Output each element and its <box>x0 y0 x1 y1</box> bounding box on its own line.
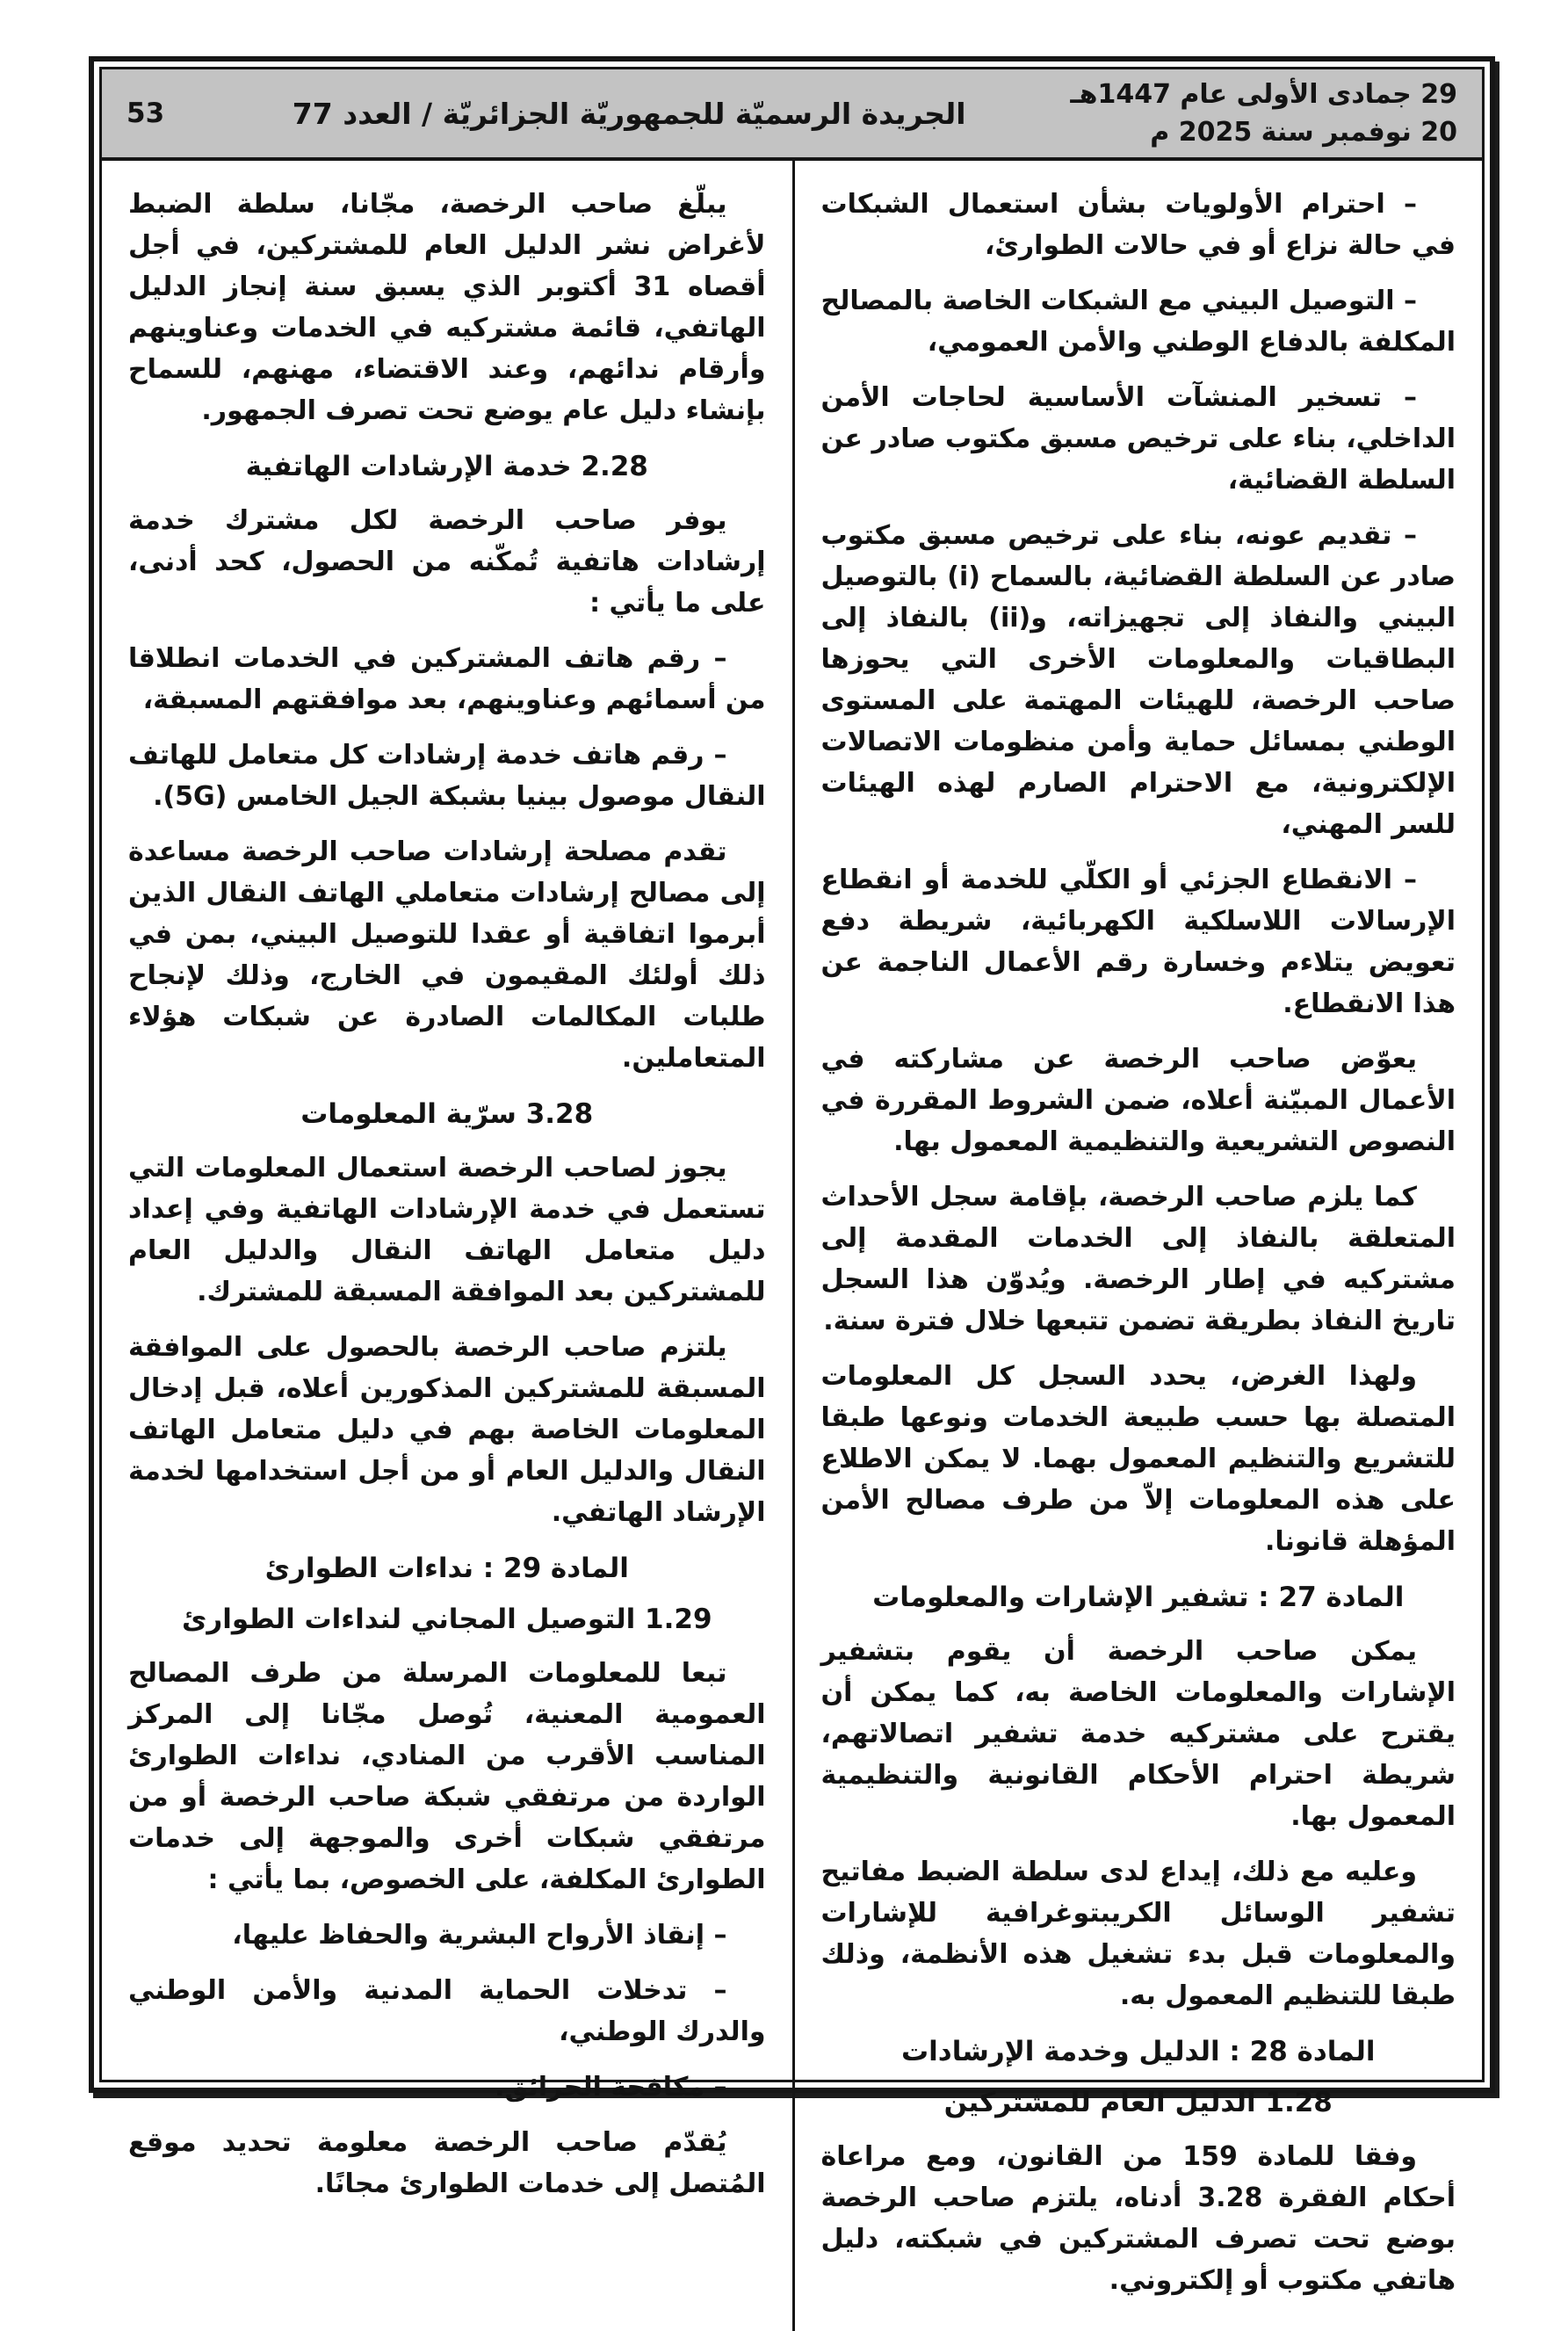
paragraph: يلتزم صاحب الرخصة بالحصول على الموافقة المسبقة للمشتركين المذكورين أعلاه، قبل إدخال المعلومات الخاصة بهم في دليل متعامل الهاتف النقال والدليل العام أو من أجل استخدامها لخدمة الإرشاد الهاتفي. <box>128 1332 766 1528</box>
paragraph: – مكافحة الحرائق. <box>495 2072 727 2103</box>
page-body <box>102 161 1482 2331</box>
page-number: 53 <box>126 98 165 129</box>
section-heading: 2.28 خدمة الإرشادات الهاتفية <box>245 451 648 482</box>
section-heading: 1.29 التوصيل المجاني لنداءات الطوارئ <box>181 1603 712 1635</box>
paragraph: – رقم هاتف خدمة إرشادات كل متعامل للهاتف النقال موصول بينيا بشبكة الجيل الخامس (5G). <box>128 740 766 812</box>
paragraph: يعوّض صاحب الرخصة عن مشاركته في الأعمال المبيّنة أعلاه، ضمن الشروط المقررة في النصوص التشريعية والتنظيمية المعمول بها. <box>820 1044 1456 1157</box>
paragraph: يمكن صاحب الرخصة أن يقوم بتشفير الإشارات والمعلومات الخاصة به، كما يمكن أن يقترح على مشتركيه خدمة تشفير اتصالاتهم، شريطة احترام الأحكام القانونية والتنظيمية المعمول بها. <box>820 1636 1456 1832</box>
date-hijri: 29 جمادى الأولى عام 1447هـ <box>1070 78 1457 110</box>
paragraph: – رقم هاتف المشتركين في الخدمات انطلاقا من أسمائهم وعناوينهم، بعد موافقتهم المسبقة، <box>128 643 766 715</box>
paragraph: كما يلزم صاحب الرخصة، بإقامة سجل الأحداث المتعلقة بالنفاذ إلى الخدمات المقدمة إلى مشتركيه في إطار الرخصة. ويُدوّن هذا السجل تاريخ النفاذ بطريقة تضمن تتبعها خلال فترة سنة. <box>820 1182 1456 1336</box>
paragraph: – التوصيل البيني مع الشبكات الخاصة بالمصالح المكلفة بالدفاع الوطني والأمن العمومي، <box>820 286 1456 358</box>
journal-title: الجريدة الرسميّة للجمهوريّة الجزائريّة / العدد 77 <box>292 96 966 131</box>
paragraph: يوفر صاحب الرخصة لكل مشترك خدمة إرشادات هاتفية تُمكّنه من الحصول، كحد أدنى، على ما يأتي : <box>128 505 766 619</box>
paragraph: يبلّغ صاحب الرخصة، مجّانا، سلطة الضبط لأغراض نشر الدليل العام للمشتركين، في أجل أقصاه 31 أكتوبر الذي يسبق سنة إنجاز الدليل الهاتفي، قائمة مشتركيه في الخدمات وعناوينهم وأرقام ندائهم، وعند الاقتضاء، مهنهم، للسماح بإنشاء دليل عام يوضع تحت تصرف الجمهور. <box>128 189 766 426</box>
section-heading: 1.28 الدليل العام للمشتركين <box>943 2087 1333 2118</box>
paragraph: تبعا للمعلومات المرسلة من طرف المصالح العمومية المعنية، تُوصل مجّانا إلى المركز المناسب الأقرب من المنادي، نداءات الطوارئ الواردة من مرتفقي شبكة صاحب الرخصة أو من مرتفقي شبكات أخرى والموجهة إلى خدمات الطوارئ المكلفة، على الخصوص، بما يأتي : <box>128 1658 766 1895</box>
paragraph: – الانقطاع الجزئي أو الكلّي للخدمة أو انقطاع الإرسالات اللاسلكية الكهربائية، شريطة دفع تعويض يتلاءم وخسارة رقم الأعمال الناجمة عن هذا الانقطاع. <box>820 865 1456 1019</box>
page-header <box>102 69 1482 161</box>
paragraph: – احترام الأولويات بشأن استعمال الشبكات في حالة نزاع أو في حالات الطوارئ، <box>820 189 1456 261</box>
date-gregorian: 20 نوفمبر سنة 2025 م <box>1150 117 1457 148</box>
paragraph: تقدم مصلحة إرشادات صاحب الرخصة مساعدة إلى مصالح إرشادات متعاملي الهاتف النقال الذين أبرموا اتفاقية أو عقدا للتوصيل البيني، بمن في ذلك أولئك المقيمون في الخارج، وذلك لإنجاح طلبات المكالمات الصادرة عن شبكات هؤلاء المتعاملين. <box>128 836 766 1074</box>
section-heading: المادة 28 : الدليل وخدمة الإرشادات <box>901 2036 1376 2067</box>
paragraph: – تقديم عونه، بناء على ترخيص مسبق مكتوب صادر عن السلطة القضائية، بالسماح (i) بالتوصيل البيني والنفاذ إلى تجهيزاته، و(ii) بالنفاذ إلى البطاقيات والمعلومات الأخرى التي يحوزها صاحب الرخصة، للهيئات المهتمة على المستوى الوطني بمسائل حماية وأمن منظومات الاتصالات الإلكترونية، مع الاحترام الصارم لهذه الهيئات للسر المهني، <box>820 520 1456 840</box>
paragraph: وفقا للمادة 159 من القانون، ومع مراعاة أحكام الفقرة 3.28 أدناه، يلتزم صاحب الرخصة بوضع تحت تصرف المشتركين في شبكته، دليل هاتفي مكتوب أو إلكتروني. <box>820 2141 1456 2296</box>
paragraph: – تسخير المنشآت الأساسية لحاجات الأمن الداخلي، بناء على ترخيص مسبق مكتوب صادر عن السلطة القضائية، <box>820 382 1456 496</box>
paragraph: يجوز لصاحب الرخصة استعمال المعلومات التي تستعمل في خدمة الإرشادات الهاتفية وفي إعداد دليل متعامل الهاتف النقال والدليل العام للمشتركين بعد الموافقة المسبقة للمشترك. <box>128 1153 766 1307</box>
section-heading: 3.28 سرّية المعلومات <box>300 1098 594 1130</box>
paragraph: – تدخلات الحماية المدنية والأمن الوطني والدرك الوطني، <box>128 1975 766 2047</box>
paragraph: يُقدّم صاحب الرخصة معلومة تحديد موقع المُتصل إلى خدمات الطوارئ مجانًا. <box>128 2127 766 2199</box>
paragraph: ولهذا الغرض، يحدد السجل كل المعلومات المتصلة بها حسب طبيعة الخدمات ونوعها طبقا للتشريع والتنظيم المعمول بهما. لا يمكن الاطلاع على هذه المعلومات إلاّ من طرف مصالح الأمن المؤهلة قانونا. <box>820 1361 1456 1557</box>
page-frame-inner <box>99 67 1485 2296</box>
column-left <box>102 161 792 2331</box>
section-heading: المادة 27 : تشفير الإشارات والمعلومات <box>872 1582 1405 1613</box>
section-heading: المادة 29 : نداءات الطوارئ <box>264 1553 629 1584</box>
column-right <box>792 161 1483 2331</box>
issue-dates <box>1070 76 1457 152</box>
page-frame-outer <box>89 56 1495 2296</box>
paragraph: – إنقاذ الأرواح البشرية والحفاظ عليها، <box>232 1920 727 1951</box>
paragraph: وعليه مع ذلك، إيداع لدى سلطة الضبط مفاتيح تشفير الوسائل الكريبتوغرافية للإشارات والمعلومات قبل بدء تشغيل هذه الأنظمة، وذلك طبقا للتنظيم المعمول به. <box>820 1857 1456 2011</box>
